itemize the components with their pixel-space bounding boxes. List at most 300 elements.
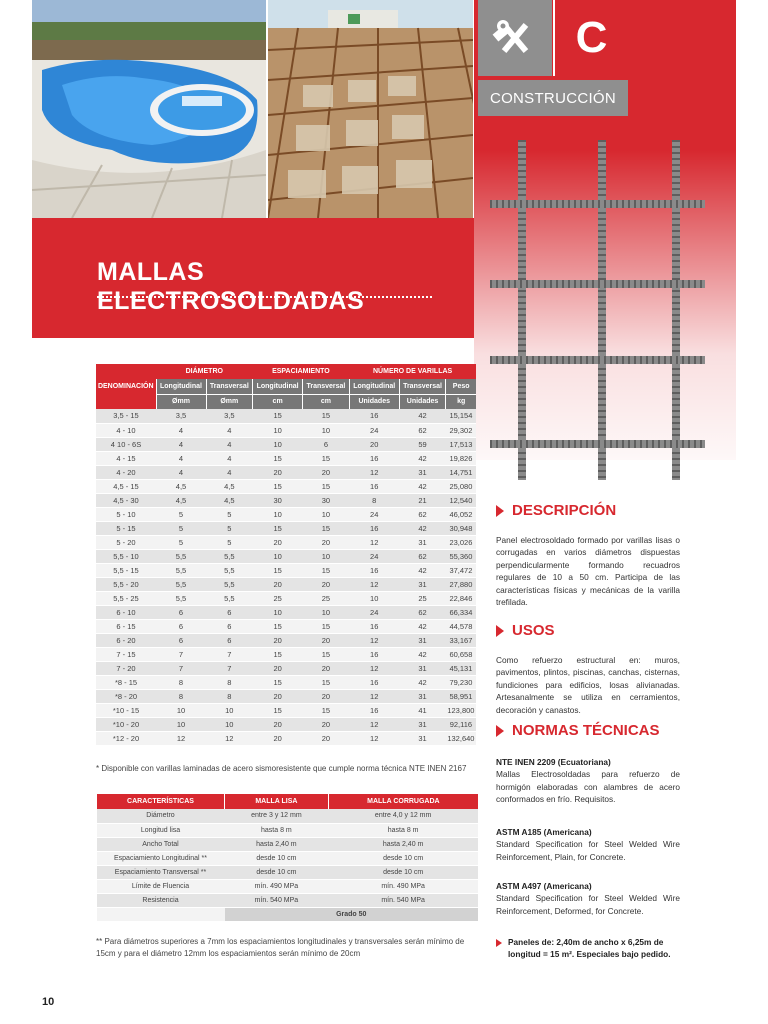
table-cell: desde 10 cm [328, 851, 478, 865]
table-cell: 24 [349, 507, 399, 521]
table-cell: 5 - 10 [96, 507, 156, 521]
table-cell: 25,080 [446, 479, 476, 493]
table-cell: 10 [156, 703, 206, 717]
table-cell: 10 [253, 423, 303, 437]
spec-subheader: Longitudinal [349, 379, 399, 394]
table-cell: 123,800 [446, 703, 476, 717]
table-cell: hasta 8 m [225, 823, 329, 837]
table-cell: 15 [253, 451, 303, 465]
table-cell: 62 [399, 605, 446, 619]
table-cell: 5,5 [156, 563, 206, 577]
table-cell: 16 [349, 563, 399, 577]
table-cell: 5 [206, 535, 253, 549]
spec-unit: cm [303, 394, 350, 409]
table-cell: 6 [156, 619, 206, 633]
table-cell: 16 [349, 451, 399, 465]
table-cell: 12 [349, 577, 399, 591]
table-cell: 16 [349, 647, 399, 661]
table-cell: 12 [349, 731, 399, 745]
table-cell: 92,116 [446, 717, 476, 731]
table-cell: 15 [303, 675, 350, 689]
usos-heading-text: USOS [512, 622, 555, 639]
table-cell: 19,826 [446, 451, 476, 465]
table-cell: 4 [156, 451, 206, 465]
table-cell: 4 - 15 [96, 451, 156, 465]
table-cell: 45,131 [446, 661, 476, 675]
table-cell: *12 - 20 [96, 731, 156, 745]
table-cell: *10 - 20 [96, 717, 156, 731]
table-cell: 20 [303, 465, 350, 479]
table-cell: Diámetro [97, 809, 225, 823]
table-cell: 15 [253, 647, 303, 661]
descripcion-heading-text: DESCRIPCIÓN [512, 502, 617, 519]
table-cell: 5,5 [156, 549, 206, 563]
table-cell: 4 [206, 451, 253, 465]
table-cell: 15 [303, 703, 350, 717]
table-cell: 46,052 [446, 507, 476, 521]
table-cell: 31 [399, 633, 446, 647]
table-row [96, 591, 476, 605]
spec-unit: Unidades [399, 394, 446, 409]
spec-table [96, 364, 476, 746]
table-cell: 31 [399, 717, 446, 731]
table-row [96, 633, 476, 647]
table-row [96, 731, 476, 745]
table-cell: 5,5 [206, 577, 253, 591]
table-cell: 10 [253, 605, 303, 619]
table-cell: Espaciamiento Transversal ** [97, 865, 225, 879]
table-cell: 31 [399, 465, 446, 479]
table-cell: 5,5 - 25 [96, 591, 156, 605]
table-cell: mín. 490 MPa [328, 879, 478, 893]
table-cell: 20 [253, 465, 303, 479]
arrow-right-icon [496, 625, 504, 637]
table-cell: 4,5 [156, 493, 206, 507]
table-cell: 16 [349, 675, 399, 689]
table-cell: 16 [349, 479, 399, 493]
table-cell: 44,578 [446, 619, 476, 633]
table-cell: 58,951 [446, 689, 476, 703]
table-cell: 42 [399, 479, 446, 493]
table-cell: 7 [156, 661, 206, 675]
table-row [97, 865, 479, 879]
characteristics-note: ** Para diámetros superiores a 7mm los espaciamientos longitudinales y transversales serán mínimo de 15cm y para el diámetro 12mm los espaciamientos serán mínimo de 20cm [96, 937, 465, 959]
table-cell: mín. 490 MPa [225, 879, 329, 893]
table-cell: 15 [253, 479, 303, 493]
spec-unit: cm [253, 394, 303, 409]
spec-subheader: Longitudinal [156, 379, 206, 394]
table-cell: 4 10 - 6S [96, 437, 156, 451]
table-row [96, 451, 476, 465]
table-cell: *10 - 15 [96, 703, 156, 717]
table-cell: 4,5 [206, 479, 253, 493]
title-underline [97, 296, 432, 298]
table-cell: 25 [399, 591, 446, 605]
table-cell: 7 [206, 647, 253, 661]
table-cell: 15 [253, 619, 303, 633]
table-row [96, 465, 476, 479]
table-cell: 15 [303, 647, 350, 661]
table-cell: 4,5 - 30 [96, 493, 156, 507]
table-cell: 20 [253, 717, 303, 731]
table-cell: 5,5 - 15 [96, 563, 156, 577]
table-cell: 15 [303, 479, 350, 493]
page-number: 10 [42, 996, 55, 1008]
table-cell: *8 - 20 [96, 689, 156, 703]
table-cell: 4,5 - 15 [96, 479, 156, 493]
table-cell: desde 10 cm [225, 865, 329, 879]
table-row [96, 577, 476, 591]
table-cell: 25 [253, 591, 303, 605]
table-cell: 20 [253, 731, 303, 745]
table-row [96, 661, 476, 675]
table-row [97, 809, 479, 823]
norma-item [496, 880, 680, 917]
page-title: MALLAS ELECTROSOLDADAS [97, 258, 365, 315]
table-cell: 62 [399, 549, 446, 563]
normas-heading [496, 722, 736, 739]
table-row [97, 851, 479, 865]
normas-heading-text: NORMAS TÉCNICAS [512, 722, 660, 739]
table-cell: 14,751 [446, 465, 476, 479]
table-cell: 12 [349, 633, 399, 647]
char-header-malla-lisa: MALLA LISA [225, 794, 329, 809]
table-row [97, 879, 479, 893]
arrow-right-icon [496, 725, 504, 737]
table-cell: hasta 2,40 m [225, 837, 329, 851]
table-row [96, 437, 476, 451]
table-cell: 60,658 [446, 647, 476, 661]
table-cell: 4,5 [156, 479, 206, 493]
table-row [96, 619, 476, 633]
table-cell: 5,5 [156, 591, 206, 605]
table-cell [97, 907, 225, 921]
table-row [96, 717, 476, 731]
spec-table-note: * Disponible con varillas laminadas de acero sismoresistente que cumple norma técnica NTE INEN 2167 [96, 764, 467, 773]
characteristics-table [96, 794, 478, 922]
table-cell: desde 10 cm [225, 851, 329, 865]
descripcion-body: Panel electrosoldado formado por varillas lisas o corrugadas en varios diámetros dispuestas perpendicularmente formando recuadros regulares de 10 a 50 cm. Participa de las características físicas y mecánicas de la varilla trefilada. [496, 535, 680, 608]
norma-title: NTE INEN 2209 (Ecuatoriana) [496, 757, 611, 767]
table-cell: 42 [399, 619, 446, 633]
char-header-caracteristicas: CARACTERÍSTICAS [97, 794, 225, 809]
table-row [96, 493, 476, 507]
table-row [96, 409, 476, 423]
table-cell: 8 [206, 689, 253, 703]
table-cell: 59 [399, 437, 446, 451]
table-cell: 24 [349, 423, 399, 437]
table-cell: 24 [349, 549, 399, 563]
table-cell: 10 [303, 423, 350, 437]
norma-title: ASTM A497 (Americana) [496, 881, 592, 891]
table-cell: 4,5 [206, 493, 253, 507]
spec-table-body [96, 409, 476, 745]
table-cell: 6 [303, 437, 350, 451]
table-cell: 5,5 - 10 [96, 549, 156, 563]
table-row [96, 563, 476, 577]
table-cell: 4 [206, 423, 253, 437]
table-cell: 10 [349, 591, 399, 605]
spec-unit: Ømm [156, 394, 206, 409]
grade-row [97, 907, 479, 921]
table-cell: 15 [303, 521, 350, 535]
table-cell: 12 [156, 731, 206, 745]
table-cell: 8 [156, 689, 206, 703]
table-cell: 62 [399, 423, 446, 437]
table-row [96, 535, 476, 549]
bullet-arrow-icon [496, 939, 502, 947]
table-cell: 5 [156, 521, 206, 535]
table-cell: 5,5 - 20 [96, 577, 156, 591]
norma-text: Standard Specification for Steel Welded Wire Reinforcement, Deformed, for Concrete. [496, 893, 680, 916]
spec-header-espaciamiento: ESPACIAMIENTO [253, 364, 350, 379]
table-cell: 41 [399, 703, 446, 717]
table-cell: 15,154 [446, 409, 476, 423]
table-cell: 31 [399, 731, 446, 745]
table-cell: 22,846 [446, 591, 476, 605]
table-cell: Ancho Total [97, 837, 225, 851]
table-cell: 20 [253, 633, 303, 647]
table-cell: 15 [303, 619, 350, 633]
table-cell: entre 3 y 12 mm [225, 809, 329, 823]
spec-header-diametro: DIÁMETRO [156, 364, 253, 379]
table-row [97, 823, 479, 837]
spec-header-denominacion: DENOMINACIÓN [96, 364, 156, 409]
table-cell: mín. 540 MPa [328, 893, 478, 907]
spec-subheader: Longitudinal [253, 379, 303, 394]
spec-header-numero-varillas: NÚMERO DE VARILLAS [349, 364, 476, 379]
spec-subheader: Transversal [303, 379, 350, 394]
spec-unit: Unidades [349, 394, 399, 409]
table-cell: 31 [399, 535, 446, 549]
table-cell: 15 [253, 521, 303, 535]
table-cell: 3,5 [206, 409, 253, 423]
table-cell: 62 [399, 507, 446, 521]
wire-mesh-illustration [490, 140, 705, 480]
panel-size-note [496, 936, 686, 960]
table-cell: 15 [303, 451, 350, 465]
table-cell: 20 [303, 731, 350, 745]
table-cell: 10 [253, 437, 303, 451]
norma-text: Standard Specification for Steel Welded Wire Reinforcement, Plain, for Concrete. [496, 839, 680, 862]
spec-subheader: Transversal [399, 379, 446, 394]
table-cell: 16 [349, 703, 399, 717]
table-cell: 7 [156, 647, 206, 661]
table-row [96, 675, 476, 689]
table-cell: 12 [206, 731, 253, 745]
table-cell: 29,302 [446, 423, 476, 437]
table-row [96, 605, 476, 619]
table-cell: 6 [156, 633, 206, 647]
table-cell: 20 [253, 689, 303, 703]
table-row [96, 507, 476, 521]
table-cell: 27,880 [446, 577, 476, 591]
table-cell: 6 [156, 605, 206, 619]
table-cell: *8 - 15 [96, 675, 156, 689]
table-cell: desde 10 cm [328, 865, 478, 879]
norma-title: ASTM A185 (Americana) [496, 827, 592, 837]
table-cell: mín. 540 MPa [225, 893, 329, 907]
norma-item [496, 756, 680, 806]
table-cell: 7 - 20 [96, 661, 156, 675]
grade-cell: Grado 50 [225, 907, 479, 921]
table-cell: 20 [303, 661, 350, 675]
table-cell: 3,5 - 15 [96, 409, 156, 423]
table-cell: 20 [253, 577, 303, 591]
table-cell: 8 [349, 493, 399, 507]
table-cell: 10 [253, 507, 303, 521]
spec-unit: Ømm [206, 394, 253, 409]
table-cell: 55,360 [446, 549, 476, 563]
table-cell: 4 [206, 465, 253, 479]
table-cell: 5 - 20 [96, 535, 156, 549]
table-cell: 42 [399, 675, 446, 689]
table-cell: 24 [349, 605, 399, 619]
table-cell: 6 - 20 [96, 633, 156, 647]
table-cell: 12,540 [446, 493, 476, 507]
table-cell: 20 [253, 535, 303, 549]
spec-unit: kg [446, 394, 476, 409]
table-cell: 6 - 15 [96, 619, 156, 633]
spec-subheader: Peso [446, 379, 476, 394]
rebar-construction-photo [268, 0, 473, 218]
table-row [97, 837, 479, 851]
table-cell: 10 [206, 703, 253, 717]
table-cell: 10 [253, 549, 303, 563]
category-letter: C [553, 0, 628, 76]
table-cell: Longitud lisa [97, 823, 225, 837]
table-cell: 4 - 10 [96, 423, 156, 437]
table-row [96, 479, 476, 493]
table-cell: 4 [156, 465, 206, 479]
table-row [96, 703, 476, 717]
table-row [96, 689, 476, 703]
table-cell: 12 [349, 689, 399, 703]
table-cell: 23,026 [446, 535, 476, 549]
table-cell: 15 [253, 703, 303, 717]
table-cell: 6 [206, 633, 253, 647]
table-cell: 30,948 [446, 521, 476, 535]
table-cell: 15 [303, 563, 350, 577]
table-cell: 15 [253, 563, 303, 577]
table-cell: 4 [156, 437, 206, 451]
table-cell: 15 [303, 409, 350, 423]
table-cell: 20 [303, 633, 350, 647]
table-cell: 30 [253, 493, 303, 507]
table-cell: 6 - 10 [96, 605, 156, 619]
table-cell: hasta 2,40 m [328, 837, 478, 851]
table-row [96, 521, 476, 535]
usos-heading [496, 622, 736, 639]
table-cell: 10 [303, 507, 350, 521]
table-cell: 5 [206, 507, 253, 521]
table-cell: 132,640 [446, 731, 476, 745]
table-cell: 21 [399, 493, 446, 507]
norma-text: Mallas Electrosoldadas para refuerzo de hormigón elaboradas con alambres de acero conformados en frío. Requisitos. [496, 769, 680, 805]
table-cell: 42 [399, 563, 446, 577]
table-cell: 8 [206, 675, 253, 689]
table-cell: 12 [349, 661, 399, 675]
table-cell: 33,167 [446, 633, 476, 647]
descripcion-heading [496, 502, 736, 519]
table-cell: 5 [156, 507, 206, 521]
table-cell: 5,5 [206, 549, 253, 563]
table-cell: 12 [349, 465, 399, 479]
table-cell: 79,230 [446, 675, 476, 689]
table-cell: 4 [156, 423, 206, 437]
table-cell: 17,513 [446, 437, 476, 451]
table-cell: 20 [303, 535, 350, 549]
table-cell: 6 [206, 605, 253, 619]
usos-body: Como refuerzo estructural en: muros, pavimentos, plintos, piscinas, canchas, cisternas, fundiciones para edificios, losas alivianadas. Artesanalmente se utiliza en cerramientos, decoración y canastos. [496, 655, 680, 715]
table-cell: Espaciamiento Longitudinal ** [97, 851, 225, 865]
table-cell: 16 [349, 521, 399, 535]
table-row [96, 549, 476, 563]
table-cell: 10 [303, 605, 350, 619]
table-cell: hasta 8 m [328, 823, 478, 837]
hammer-wrench-icon [478, 0, 552, 76]
table-cell: 42 [399, 647, 446, 661]
characteristics-table-body [97, 809, 479, 921]
table-cell: 8 [156, 675, 206, 689]
table-cell: 20 [303, 577, 350, 591]
table-cell: 5 [206, 521, 253, 535]
table-cell: 5,5 [206, 591, 253, 605]
arrow-right-icon [496, 505, 504, 517]
table-cell: 25 [303, 591, 350, 605]
table-cell: Límite de Fluencia [97, 879, 225, 893]
table-cell: 5,5 [156, 577, 206, 591]
pool-photo [32, 0, 266, 218]
table-cell: 31 [399, 661, 446, 675]
table-cell: 7 - 15 [96, 647, 156, 661]
table-cell: 31 [399, 577, 446, 591]
table-cell: 15 [253, 675, 303, 689]
table-cell: 66,334 [446, 605, 476, 619]
table-row [97, 893, 479, 907]
table-cell: 31 [399, 689, 446, 703]
table-cell: 4 - 20 [96, 465, 156, 479]
table-cell: 7 [206, 661, 253, 675]
table-cell: 10 [206, 717, 253, 731]
char-header-malla-corrugada: MALLA CORRUGADA [328, 794, 478, 809]
table-cell: 37,472 [446, 563, 476, 577]
table-cell: 16 [349, 619, 399, 633]
table-cell: 15 [253, 409, 303, 423]
table-cell: 10 [303, 549, 350, 563]
table-cell: entre 4,0 y 12 mm [328, 809, 478, 823]
table-cell: 20 [303, 717, 350, 731]
table-row [96, 647, 476, 661]
table-cell: 5 - 15 [96, 521, 156, 535]
category-label: CONSTRUCCIÓN [478, 80, 628, 116]
table-cell: 42 [399, 409, 446, 423]
table-cell: 20 [253, 661, 303, 675]
table-row [96, 423, 476, 437]
table-cell: 42 [399, 521, 446, 535]
table-cell: 20 [349, 437, 399, 451]
table-cell: Resistencia [97, 893, 225, 907]
table-cell: 6 [206, 619, 253, 633]
spec-subheader: Transversal [206, 379, 253, 394]
table-cell: 5,5 [206, 563, 253, 577]
table-cell: 16 [349, 409, 399, 423]
table-cell: 30 [303, 493, 350, 507]
table-cell: 12 [349, 717, 399, 731]
norma-item [496, 826, 680, 863]
panel-size-note-text: Paneles de: 2,40m de ancho x 6,25m de longitud = 15 m². Especiales bajo pedido. [508, 937, 671, 960]
table-cell: 12 [349, 535, 399, 549]
